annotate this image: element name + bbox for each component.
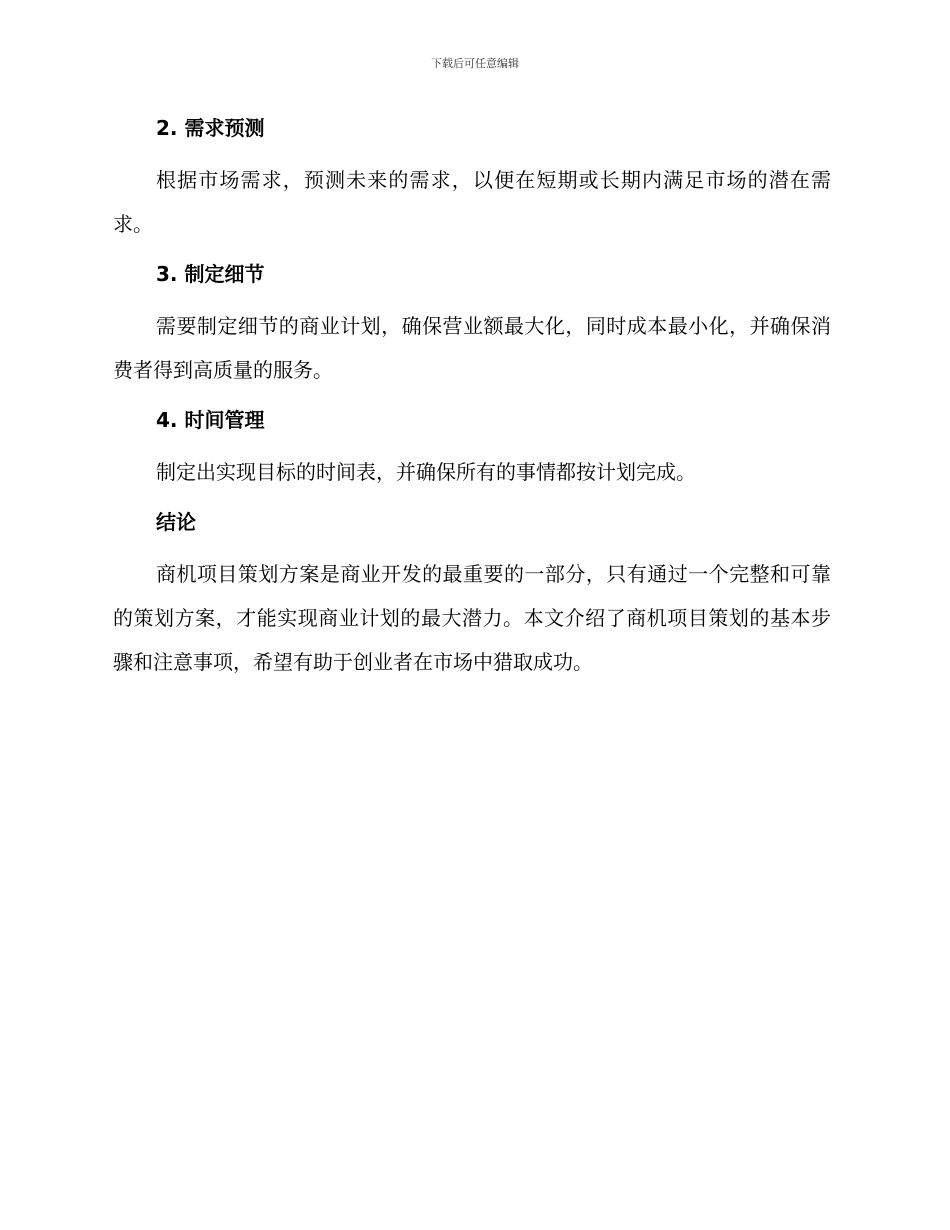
- section-paragraph: 需要制定细节的商业计划，确保营业额最大化，同时成本最小化，并确保消费者得到高质量的服务。: [113, 314, 831, 382]
- document-body: [113, 110, 831, 684]
- section-paragraph: 根据市场需求，预测未来的需求，以便在短期或长期内满足市场的潜在需求。: [113, 168, 831, 236]
- section-paragraph: 商机项目策划方案是商业开发的最重要的一部分，只有通过一个完整和可靠的策划方案，才能实现商业计划的最大潜力。本文介绍了商机项目策划的基本步骤和注意事项，希望有助于创业者在市场中猎取成功。: [113, 562, 831, 674]
- section-heading: 3. 制定细节: [156, 262, 265, 286]
- section-heading: 结论: [156, 510, 196, 534]
- section-paragraph: 制定出实现目标的时间表，并确保所有的事情都按计划完成。: [156, 460, 696, 484]
- section-detail-planning: [113, 256, 831, 402]
- section-demand-forecast: [113, 110, 831, 256]
- section-time-management: [113, 402, 831, 504]
- section-conclusion: [113, 504, 831, 684]
- section-heading: 2. 需求预测: [156, 116, 265, 140]
- header-note: 下载后可任意编辑: [431, 57, 519, 70]
- section-heading: 4. 时间管理: [156, 408, 265, 432]
